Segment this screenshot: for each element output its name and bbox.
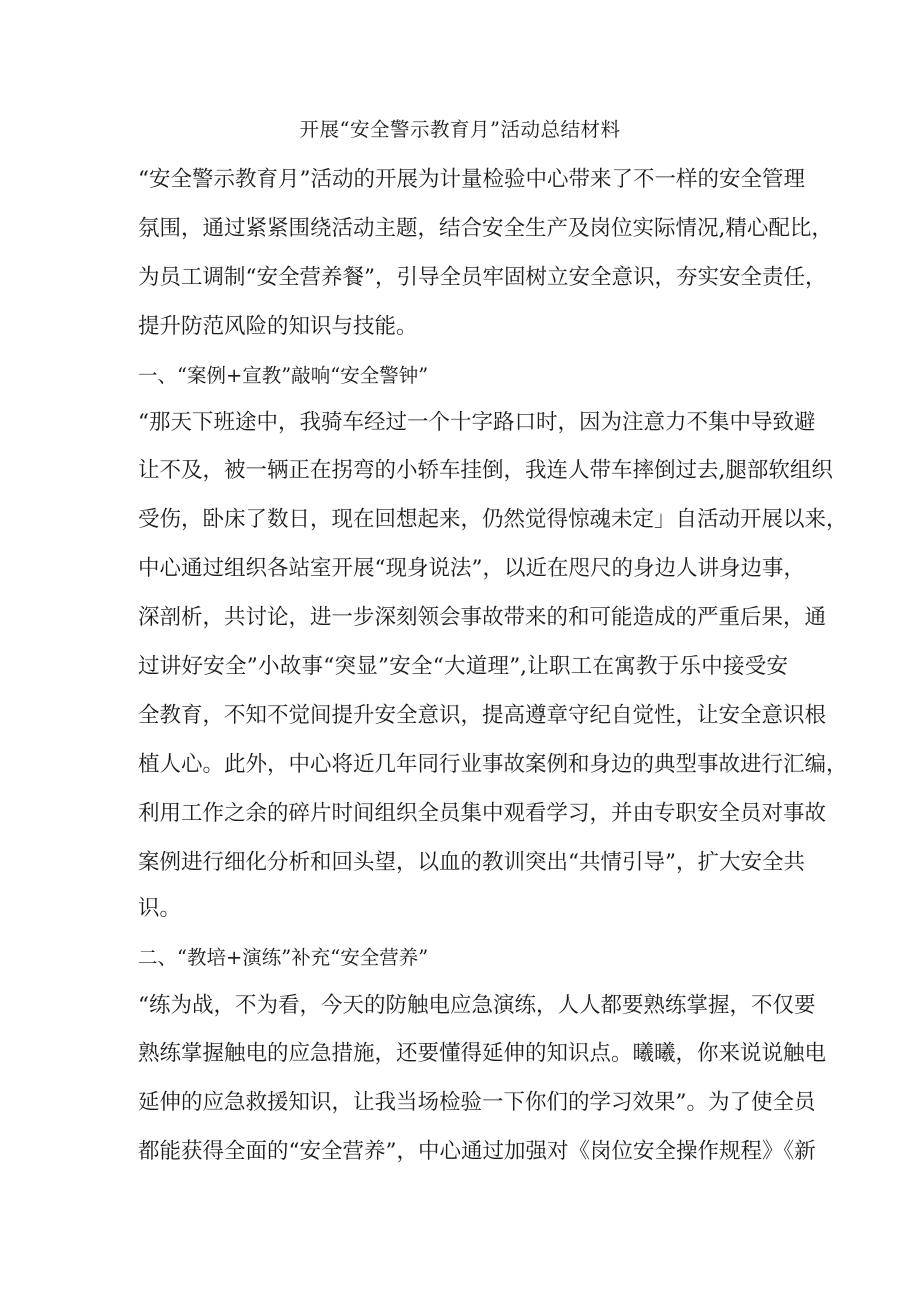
section-2-line: “练为战，不为看，今天的防触电应急演练，人人都要熟练掌握，不仅要 <box>138 993 816 1018</box>
section-1-line: 中心通过组织各站室开展“现身说法”，以近在咫尺的身边人讲身边事， <box>138 556 805 581</box>
section-1-line: 识。 <box>138 896 182 921</box>
section-1-line: 过讲好安全”小故事“突显”安全“大道理”,让职工在寓教于乐中接受安 <box>138 654 788 679</box>
section-1-line: 让不及，被一辆正在拐弯的小轿车挂倒，我连人带车摔倒过去,腿部软组织 <box>138 458 833 483</box>
intro-line-1: “安全警示教育月”活动的开展为计量检验中心带来了不一样的安全管理 <box>138 167 805 192</box>
section-1-line: 受伤，卧床了数日，现在回想起来，仍然觉得惊魂未定」自活动开展以来， <box>138 507 848 532</box>
intro-line-3: 为员工调制“安全营养餐”，引导全员牢固树立安全意识，夯实安全责任， <box>138 265 827 290</box>
intro-line-2: 氛围，通过紧紧围绕活动主题，结合安全生产及岗位实际情况,精心配比， <box>138 216 833 241</box>
section-2-line: 熟练掌握触电的应急措施，还要懂得延伸的知识点。曦曦，你来说说触电 <box>138 1041 827 1066</box>
intro-line-4: 提升防范风险的知识与技能。 <box>138 314 418 339</box>
section-1-line: 全教育，不知不觉间提升安全意识，提高遵章守纪自觉性，让安全意识根 <box>138 703 827 728</box>
section-1-line: 利用工作之余的碎片时间组织全员集中观看学习，并由专职安全员对事故 <box>138 801 827 826</box>
section-2-line: 延伸的应急救援知识，让我当场检验一下你们的学习效果”。为了使全员 <box>138 1090 816 1115</box>
section-1-line: 深剖析，共讨论，进一步深刻领会事故带来的和可能造成的严重后果，通 <box>138 605 827 630</box>
document-title: 开展“安全警示教育月”活动总结材料 <box>299 118 621 141</box>
section-1-line: “那天下班途中，我骑车经过一个十字路口时，因为注意力不集中导致避 <box>138 410 816 435</box>
section-1-line: 植人心。此外，中心将近几年同行业事故案例和身边的典型事故进行汇编， <box>138 752 848 777</box>
section-1-heading: 一、“案例+宣教”敲响“安全警钟” <box>138 364 429 387</box>
section-2-heading: 二、“教培+演练”补充“安全营养” <box>138 946 429 969</box>
section-1-line: 案例进行细化分析和回头望，以血的教训突出“共情引导”，扩大安全共 <box>138 850 805 875</box>
section-2-line: 都能获得全面的“安全营养”，中心通过加强对《岗位安全操作规程》《新 <box>138 1139 816 1164</box>
